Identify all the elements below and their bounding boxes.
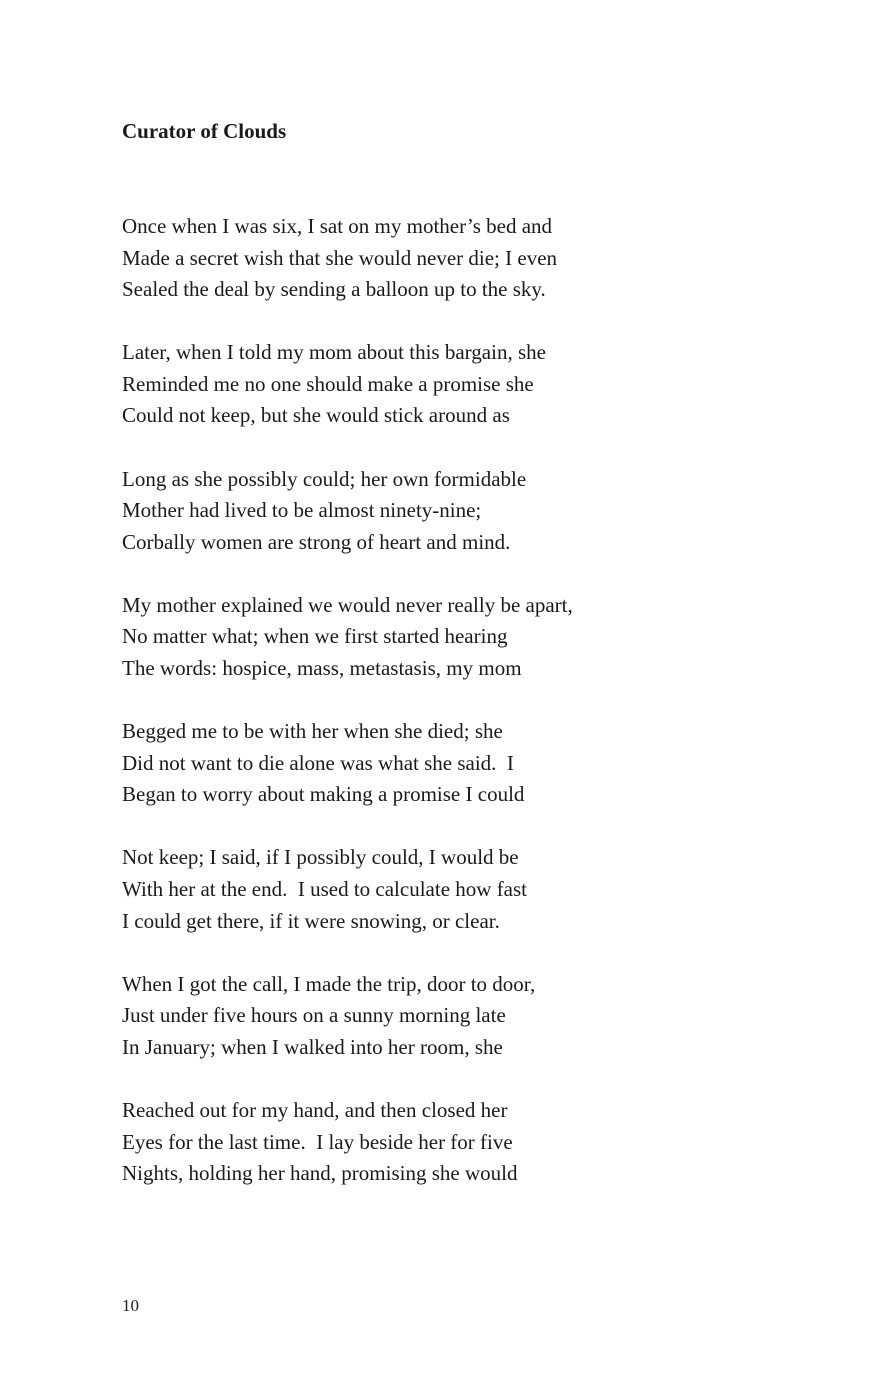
poem-line: I could get there, if it were snowing, or clear. xyxy=(122,908,500,933)
poem-line: Sealed the deal by sending a balloon up to the sky. xyxy=(122,277,546,302)
poem-title: Curator of Clouds xyxy=(122,119,287,143)
stanza xyxy=(122,969,742,1064)
poem-line: In January; when I walked into her room, she xyxy=(122,1034,503,1059)
poem-line: Mother had lived to be almost ninety-nine; xyxy=(122,498,482,523)
stanza xyxy=(122,1095,742,1190)
poem-line: Once when I was six, I sat on my mother’s bed and xyxy=(122,214,553,238)
stanza xyxy=(122,842,742,937)
poem-line: With her at the end. I used to calculate how fast xyxy=(122,877,528,901)
poem-line: No matter what; when we first started hearing xyxy=(122,624,508,649)
poem-line: Reminded me no one should make a promise she xyxy=(122,371,534,396)
poem-line: Not keep; I said, if I possibly could, I would be xyxy=(122,845,519,870)
poem-line: Later, when I told my mom about this bargain, she xyxy=(122,340,546,365)
poem-line: Began to worry about making a promise I could xyxy=(122,782,525,807)
poem-line: When I got the call, I made the trip, door to door, xyxy=(122,971,536,996)
poem-line: Long as she possibly could; her own formidable xyxy=(122,466,527,491)
stanza xyxy=(122,211,742,306)
poem-line: Could not keep, but she would stick around as xyxy=(122,403,510,428)
poem-line: Corbally women are strong of heart and mind. xyxy=(122,529,511,554)
poem-body xyxy=(122,211,742,1221)
poem-line: Made a secret wish that she would never die; I even xyxy=(122,245,558,270)
poem-line: My mother explained we would never really be apart, xyxy=(122,592,573,617)
poem-line: Eyes for the last time. I lay beside her for five xyxy=(122,1129,513,1154)
stanza xyxy=(122,464,742,559)
poem-line: Did not want to die alone was what she said. I xyxy=(122,750,514,775)
page-number: 10 xyxy=(122,1296,139,1315)
poem-line: Reached out for my hand, and then closed her xyxy=(122,1097,508,1122)
stanza xyxy=(122,590,742,685)
poem-line: Begged me to be with her when she died; she xyxy=(122,719,503,744)
stanza xyxy=(122,337,742,432)
poem-line: Nights, holding her hand, promising she would xyxy=(122,1161,518,1186)
stanza xyxy=(122,716,742,811)
poem-line: The words: hospice, mass, metastasis, my mom xyxy=(122,656,522,681)
poem-line: Just under five hours on a sunny morning late xyxy=(122,1003,506,1028)
